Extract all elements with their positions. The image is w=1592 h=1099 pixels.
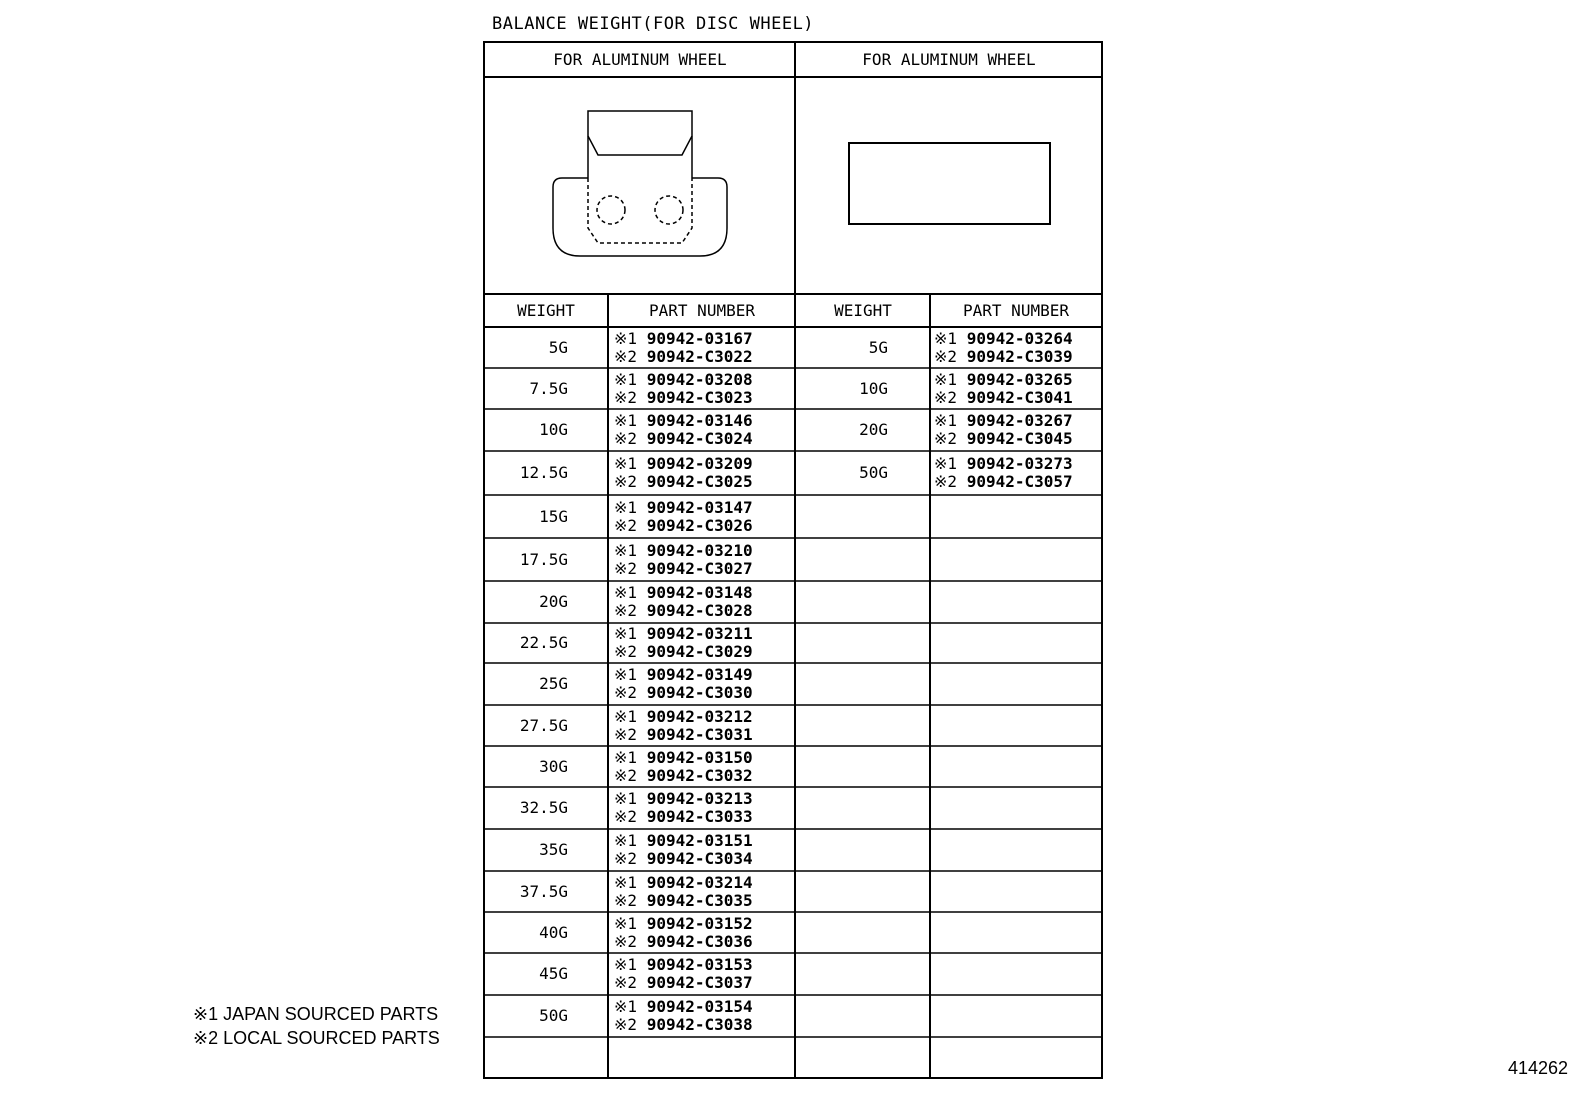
left-weight-cell: 45G [539,964,568,983]
part-number-local: ※2 90942-C3030 [614,683,753,702]
left-weight-cell: 12.5G [519,463,568,482]
part-number-local: ※2 90942-C3035 [614,890,753,910]
right-weight-cell: 20G [859,420,888,439]
part-number-local: ※2 90942-C3028 [614,601,753,620]
left-weight-cell: 35G [539,840,568,859]
part-number-japan: ※1 90942-03213 [614,789,753,808]
right-section-header: FOR ALUMINUM WHEEL [862,50,1036,69]
part-number-japan: ※1 90942-03211 [614,624,753,643]
left-part-number-cell [614,790,753,826]
part-number-local: ※2 90942-C3023 [614,387,753,407]
right-part-number-cell [934,330,1073,366]
left-part-number-cell [614,455,753,491]
left-weight-cell: 40G [539,922,568,942]
adhesive-weight-drawing [849,143,1050,224]
footnote-local: ※2 LOCAL SOURCED PARTS [193,1028,440,1048]
part-number-local: ※2 90942-C3033 [614,807,753,826]
part-number-local: ※2 90942-C3029 [614,642,753,661]
left-part-number-cell [614,998,753,1034]
document-number: 414262 [1508,1058,1569,1078]
part-number-local: ※2 90942-C3026 [614,515,753,535]
left-section-header: FOR ALUMINUM WHEEL [553,50,727,69]
left-weight-cell: 32.5G [519,798,568,817]
part-number-japan: ※1 90942-03148 [614,583,753,602]
right-part-number-cell [934,371,1073,407]
left-col-weight-header: WEIGHT [517,301,575,320]
part-number-japan: ※1 90942-03147 [614,497,753,517]
part-number-japan: ※1 90942-03273 [934,454,1073,473]
left-part-number-cell [614,584,753,620]
part-number-local: ※2 90942-C3041 [934,387,1073,407]
part-number-local: ※2 90942-C3037 [614,973,753,992]
left-weight-cell: 17.5G [519,549,568,569]
part-number-japan: ※1 90942-03208 [614,369,753,389]
part-number-japan: ※1 90942-03154 [614,997,753,1016]
right-part-number-cell [934,412,1073,448]
part-number-local: ※2 90942-C3032 [614,765,753,785]
left-weight-cell: 27.5G [519,715,568,735]
part-number-japan: ※1 90942-03265 [934,369,1073,389]
left-part-number-cell [614,832,753,868]
part-number-japan: ※1 90942-03212 [614,706,753,726]
page-title: BALANCE WEIGHT(FOR DISC WHEEL) [492,14,815,34]
left-col-part-header: PART NUMBER [649,301,755,320]
part-number-japan: ※1 90942-03149 [614,665,753,684]
part-number-japan: ※1 90942-03267 [934,411,1073,430]
part-number-japan: ※1 90942-03150 [614,747,753,767]
part-number-local: ※2 90942-C3022 [614,346,753,366]
left-weight-cell: 30G [539,756,568,776]
part-number-japan: ※1 90942-03214 [614,872,753,892]
right-weight-cell: 10G [859,378,888,398]
part-number-japan: ※1 90942-03210 [614,540,753,560]
part-number-japan: ※1 90942-03146 [614,411,753,430]
clip-on-weight-drawing [553,111,727,256]
left-part-number-cell [614,330,753,366]
left-part-number-cell [614,956,753,992]
part-number-japan: ※1 90942-03151 [614,831,753,850]
left-part-number-cell [614,371,753,407]
part-number-local: ※2 90942-C3031 [614,724,753,744]
footnote-japan: ※1 JAPAN SOURCED PARTS [193,1004,439,1024]
part-number-local: ※2 90942-C3039 [934,346,1073,366]
left-part-number-cell [614,666,753,702]
right-weight-cell: 50G [859,463,888,482]
left-weight-cell: 37.5G [519,881,568,901]
part-number-japan: ※1 90942-03209 [614,454,753,473]
part-number-local: ※2 90942-C3024 [614,429,753,448]
left-part-number-cell [614,874,753,910]
left-weight-cell: 10G [539,420,568,439]
left-part-number-cell [614,499,753,535]
left-part-number-cell [614,625,753,661]
part-number-japan: ※1 90942-03264 [934,328,1073,348]
right-col-part-header: PART NUMBER [963,301,1069,320]
part-number-local: ※2 90942-C3038 [614,1015,753,1034]
footnotes [193,1002,440,1050]
left-part-number-cell [614,749,753,785]
left-part-number-cell [614,412,753,448]
part-number-local: ※2 90942-C3036 [614,931,753,951]
part-number-local: ※2 90942-C3057 [934,472,1073,491]
left-weight-cell: 7.5G [529,378,568,398]
part-number-japan: ※1 90942-03167 [614,328,753,348]
part-number-local: ※2 90942-C3034 [614,849,753,868]
left-weight-cell: 20G [539,592,568,611]
left-weight-cell: 22.5G [519,633,568,652]
left-part-number-cell [614,915,753,951]
right-part-number-cell [934,455,1073,491]
part-number-japan: ※1 90942-03153 [614,955,753,974]
left-part-number-cell [614,708,753,744]
part-number-local: ※2 90942-C3045 [934,429,1073,448]
left-part-number-cell [614,542,753,578]
part-number-local: ※2 90942-C3027 [614,558,753,578]
right-weight-cell: 5G [868,337,888,357]
left-weight-cell: 25G [539,674,568,693]
left-weight-cell: 50G [539,1006,568,1025]
part-number-local: ※2 90942-C3025 [614,472,753,491]
left-weight-cell: 15G [539,506,568,526]
part-number-japan: ※1 90942-03152 [614,913,753,933]
right-col-weight-header: WEIGHT [834,301,892,320]
left-weight-cell: 5G [548,337,568,357]
